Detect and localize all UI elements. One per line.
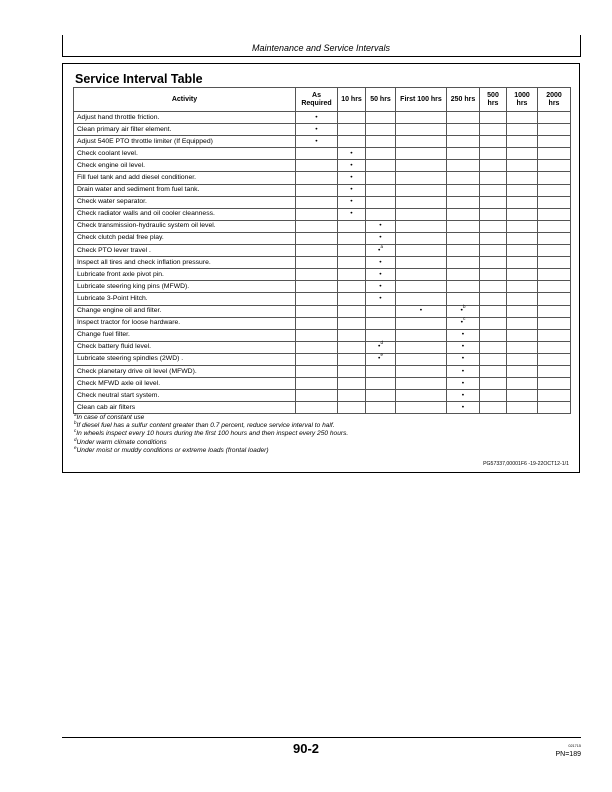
activity-cell: Inspect all tires and check inflation pressure. [74,257,296,269]
footnote-text: Under moist or muddy conditions or extreme loads (frontal loader) [76,446,269,454]
interval-mark-cell [366,317,396,329]
activity-cell: Check PTO lever travel . [74,245,296,257]
table-row [74,390,571,402]
interval-mark-cell [338,257,366,269]
interval-mark-cell [480,281,507,293]
interval-mark-cell [296,329,338,341]
interval-mark-cell [507,208,538,220]
interval-mark-cell [366,136,396,148]
interval-mark-cell [507,305,538,317]
interval-mark-cell [480,172,507,184]
activity-cell: Lubricate steering spindles (2WD) . [74,353,296,365]
interval-mark-cell [447,281,480,293]
activity-cell: Lubricate steering king pins (MFWD). [74,281,296,293]
header-rule [62,56,581,57]
interval-mark-cell [396,220,447,232]
interval-mark-cell [538,112,571,124]
column-header-interval: 50 hrs [366,88,396,112]
table-row [74,160,571,172]
table-row [74,220,571,232]
interval-mark-cell [338,353,366,365]
interval-mark-cell [480,124,507,136]
interval-mark-cell [296,390,338,402]
interval-mark-cell [480,353,507,365]
activity-cell: Check clutch pedal free play. [74,232,296,244]
activity-cell: Clean primary air filter element. [74,124,296,136]
footnote-ref: c [463,316,466,322]
interval-mark-cell [447,220,480,232]
interval-mark-cell [507,378,538,390]
interval-mark-cell: •$^e$ [366,353,396,365]
interval-mark-cell [480,257,507,269]
interval-mark-cell [366,160,396,172]
interval-mark-cell: •$^d$ [366,341,396,353]
interval-mark-cell [538,148,571,160]
interval-mark-cell [538,353,571,365]
interval-mark-cell [396,269,447,281]
interval-mark-cell [366,196,396,208]
activity-cell: Check battery fluid level. [74,341,296,353]
interval-mark-cell [480,232,507,244]
footnote-mark: e [74,444,77,450]
activity-cell: Change fuel filter. [74,329,296,341]
interval-mark-cell: • [366,269,396,281]
interval-mark-cell [480,245,507,257]
interval-mark-cell [447,232,480,244]
table-body [74,112,571,414]
interval-mark-cell [366,124,396,136]
footnote [74,414,348,422]
interval-mark-cell [480,160,507,172]
interval-mark-cell [447,269,480,281]
interval-mark-cell [296,208,338,220]
interval-mark-cell [507,329,538,341]
interval-mark-cell [507,232,538,244]
interval-mark-cell [447,124,480,136]
interval-mark-cell: • [447,341,480,353]
interval-mark-cell [480,269,507,281]
interval-mark-cell: • [366,281,396,293]
interval-mark-cell [480,402,507,414]
interval-mark-cell [480,317,507,329]
interval-mark-cell: • [447,329,480,341]
interval-mark-cell [338,245,366,257]
interval-mark-cell [480,220,507,232]
interval-mark-cell [296,402,338,414]
interval-mark-cell [338,378,366,390]
activity-cell: Adjust hand throttle friction. [74,112,296,124]
interval-mark-cell [507,245,538,257]
footnote [74,444,348,455]
interval-mark-cell [507,124,538,136]
table-row [74,124,571,136]
interval-mark-cell [447,172,480,184]
interval-mark-cell [296,172,338,184]
interval-mark-cell: • [447,402,480,414]
footnote-mark: a [74,412,77,417]
interval-mark-cell [396,402,447,414]
interval-mark-cell [396,184,447,196]
service-interval-table [73,87,571,414]
column-header-text: Required [301,99,332,107]
interval-mark-cell [480,305,507,317]
column-header-interval [507,88,538,112]
interval-mark-cell [396,148,447,160]
interval-mark-cell [338,293,366,305]
interval-mark-cell [296,269,338,281]
table-row [74,402,571,414]
interval-mark-cell [296,305,338,317]
activity-cell: Check radiator walls and oil cooler cleanness. [74,208,296,220]
interval-mark-cell [447,257,480,269]
interval-mark-cell [480,208,507,220]
interval-mark-cell [396,245,447,257]
interval-mark-cell [366,172,396,184]
interval-mark-cell [538,220,571,232]
interval-mark-cell [538,317,571,329]
footnote-text: If diesel fuel has a sulfur content greater than 0.7 percent, reduce service interval to half. [76,422,335,430]
column-header-text: 2000 [546,91,562,99]
column-header-text: hrs [487,99,499,107]
interval-mark-cell [396,378,447,390]
interval-mark-cell [447,208,480,220]
table-row [74,281,571,293]
interval-mark-cell [447,160,480,172]
interval-mark-cell [296,353,338,365]
interval-mark-cell: • [338,148,366,160]
interval-mark-cell [396,208,447,220]
footnote-ref: b [462,304,466,310]
column-header-text: hrs [548,99,560,107]
interval-mark-cell [447,112,480,124]
footer-small-code: 021715 [568,744,581,748]
table-row [74,184,571,196]
interval-mark-cell [396,365,447,377]
interval-mark-cell [366,148,396,160]
interval-mark-cell [538,136,571,148]
page-pn: PN=189 [555,751,581,758]
interval-mark-cell [296,245,338,257]
interval-mark-cell [396,124,447,136]
interval-mark-cell [338,329,366,341]
interval-mark-cell [447,245,480,257]
interval-mark-cell [480,378,507,390]
interval-mark-cell [480,390,507,402]
activity-cell: Check coolant level. [74,148,296,160]
interval-mark-cell [396,136,447,148]
interval-mark-cell [480,365,507,377]
interval-mark-cell [538,305,571,317]
interval-mark-cell [480,293,507,305]
table-row [74,245,571,257]
activity-cell: Check planetary drive oil level (MFWD). [74,365,296,377]
interval-mark-cell [366,184,396,196]
interval-mark-cell [338,112,366,124]
interval-mark-cell [538,402,571,414]
interval-mark-cell [538,232,571,244]
activity-cell: Check engine oil level. [74,160,296,172]
interval-mark-cell [507,402,538,414]
interval-mark-cell: • [366,232,396,244]
table-row [74,365,571,377]
interval-mark-cell [396,341,447,353]
activity-cell: Lubricate 3-Point Hitch. [74,293,296,305]
interval-mark-cell [296,317,338,329]
interval-mark-cell [338,305,366,317]
table-row [74,293,571,305]
interval-mark-cell [480,196,507,208]
interval-mark-cell: • [366,293,396,305]
activity-cell: Check neutral start system. [74,390,296,402]
header-frame-right [580,35,581,57]
column-header-interval: 10 hrs [338,88,366,112]
interval-mark-cell [507,160,538,172]
column-header-text: As [312,91,321,99]
interval-mark-cell: •$^c$ [447,317,480,329]
table-row [74,269,571,281]
reference-code: PG57337,00001F6 -19-22OCT12-1/1 [483,461,569,467]
column-header-text: 1000 [514,91,530,99]
interval-mark-cell [366,390,396,402]
activity-cell: Inspect tractor for loose hardware. [74,317,296,329]
interval-mark-cell [480,148,507,160]
interval-mark-cell: • [447,390,480,402]
interval-mark-cell [538,172,571,184]
interval-mark-cell: • [366,220,396,232]
activity-cell: Adjust 540E PTO throttle limiter (If Equipped) [74,136,296,148]
section-title: Service Interval Table [75,72,203,86]
interval-mark-cell [538,196,571,208]
column-header-text: hrs [516,99,528,107]
interval-mark-cell [538,365,571,377]
interval-mark-cell: • [338,172,366,184]
interval-mark-cell [338,232,366,244]
activity-cell: Fill fuel tank and add diesel conditioner. [74,172,296,184]
interval-mark-cell [338,269,366,281]
interval-mark-cell: • [366,257,396,269]
interval-mark-cell [366,112,396,124]
activity-cell: Check transmission-hydraulic system oil level. [74,220,296,232]
interval-mark-cell [447,184,480,196]
table-row [74,353,571,365]
interval-mark-cell [338,317,366,329]
interval-mark-cell [396,257,447,269]
activity-cell: Drain water and sediment from fuel tank. [74,184,296,196]
interval-mark-cell: • [396,305,447,317]
interval-mark-cell [366,402,396,414]
interval-mark-cell [338,390,366,402]
interval-mark-cell [507,293,538,305]
activity-cell: Clean cab air filters [74,402,296,414]
interval-mark-cell [396,172,447,184]
column-header-interval: First 100 hrs [396,88,447,112]
interval-mark-cell: • [338,184,366,196]
interval-mark-cell [366,305,396,317]
interval-mark-cell [296,378,338,390]
interval-mark-cell [338,136,366,148]
interval-mark-cell [507,317,538,329]
footnotes [74,414,348,455]
interval-mark-cell [396,329,447,341]
column-header-interval [538,88,571,112]
interval-mark-cell [507,148,538,160]
interval-mark-cell [396,390,447,402]
interval-mark-cell [296,257,338,269]
footnote-text: In wheels inspect every 10 hours during the first 100 hours and then inspect every 250 hours. [76,430,349,438]
interval-mark-cell: • [447,378,480,390]
interval-mark-cell [296,232,338,244]
footnote-ref: e [380,352,383,358]
interval-mark-cell [296,293,338,305]
interval-mark-cell [538,293,571,305]
interval-mark-cell [396,160,447,172]
column-header-interval [480,88,507,112]
interval-mark-cell [396,112,447,124]
interval-mark-cell: • [447,353,480,365]
interval-mark-cell [296,196,338,208]
interval-mark-cell [538,124,571,136]
interval-mark-cell [538,329,571,341]
footer-rule [62,737,581,738]
interval-mark-cell [338,365,366,377]
interval-mark-cell [507,257,538,269]
interval-mark-cell [296,341,338,353]
interval-mark-cell [507,196,538,208]
footnote-ref: a [380,243,383,249]
activity-cell: Change engine oil and filter. [74,305,296,317]
interval-mark-cell: • [338,160,366,172]
interval-mark-cell [538,160,571,172]
interval-mark-cell [507,390,538,402]
interval-mark-cell [538,390,571,402]
interval-mark-cell [538,184,571,196]
footnote-mark: d [74,436,77,442]
interval-mark-cell: • [296,124,338,136]
interval-mark-cell [538,281,571,293]
column-header-activity: Activity [74,88,296,112]
footnote-text: Under warm climate conditions [76,438,167,446]
interval-mark-cell [296,281,338,293]
header-title: Maintenance and Service Intervals [251,43,391,53]
interval-mark-cell: • [338,208,366,220]
interval-mark-cell [396,293,447,305]
interval-mark-cell: • [447,365,480,377]
interval-mark-cell [338,124,366,136]
footnote [74,430,348,438]
interval-mark-cell [538,208,571,220]
interval-mark-cell [447,196,480,208]
table-header-row [74,88,571,112]
interval-mark-cell [480,341,507,353]
interval-mark-cell [396,353,447,365]
table-row [74,317,571,329]
activity-cell: Check water separator. [74,196,296,208]
interval-mark-cell [338,341,366,353]
column-header-interval: 250 hrs [447,88,480,112]
interval-mark-cell [338,220,366,232]
interval-mark-cell [447,136,480,148]
activity-cell: Lubricate front axle pivot pin. [74,269,296,281]
table-row [74,232,571,244]
interval-mark-cell [396,281,447,293]
interval-mark-cell [480,112,507,124]
interval-mark-cell [338,281,366,293]
interval-mark-cell [396,317,447,329]
activity-cell: Check MFWD axle oil level. [74,378,296,390]
table-row [74,112,571,124]
column-header-text: 500 [487,91,499,99]
interval-mark-cell [538,245,571,257]
footnote [74,422,348,430]
interval-mark-cell [296,184,338,196]
interval-mark-cell [538,269,571,281]
interval-mark-cell [366,365,396,377]
interval-mark-cell [507,353,538,365]
interval-mark-cell [366,208,396,220]
interval-mark-cell [507,220,538,232]
footnote-mark: b [74,420,77,426]
interval-mark-cell: •$^a$ [366,245,396,257]
interval-mark-cell: •$^b$ [447,305,480,317]
interval-mark-cell [480,184,507,196]
table-row [74,196,571,208]
table-row [74,208,571,220]
interval-mark-cell [507,184,538,196]
interval-mark-cell [338,402,366,414]
interval-mark-cell [480,329,507,341]
interval-mark-cell [507,365,538,377]
interval-mark-cell [538,378,571,390]
interval-mark-cell [366,378,396,390]
interval-mark-cell: • [296,112,338,124]
table-row [74,341,571,353]
interval-mark-cell [507,269,538,281]
interval-mark-cell [296,365,338,377]
interval-mark-cell [447,148,480,160]
footnote [74,436,348,447]
interval-mark-cell [538,257,571,269]
table-row [74,378,571,390]
interval-mark-cell [507,136,538,148]
table-row [74,136,571,148]
interval-mark-cell [296,220,338,232]
interval-mark-cell [480,136,507,148]
page-number: 90-2 [292,741,320,756]
interval-mark-cell [507,112,538,124]
table-row [74,305,571,317]
footnote-ref: d [380,340,383,346]
table-row [74,172,571,184]
column-header-interval [296,88,338,112]
interval-mark-cell [507,172,538,184]
interval-mark-cell [507,281,538,293]
interval-mark-cell [396,196,447,208]
interval-mark-cell [538,341,571,353]
interval-mark-cell: • [338,196,366,208]
table-row [74,329,571,341]
interval-mark-cell [296,148,338,160]
interval-mark-cell [396,232,447,244]
footnote-text: In case of constant use [76,414,145,421]
interval-mark-cell [296,160,338,172]
table-row [74,148,571,160]
footnote-mark: c [74,428,77,434]
interval-mark-cell [507,341,538,353]
interval-mark-cell: • [296,136,338,148]
table-row [74,257,571,269]
